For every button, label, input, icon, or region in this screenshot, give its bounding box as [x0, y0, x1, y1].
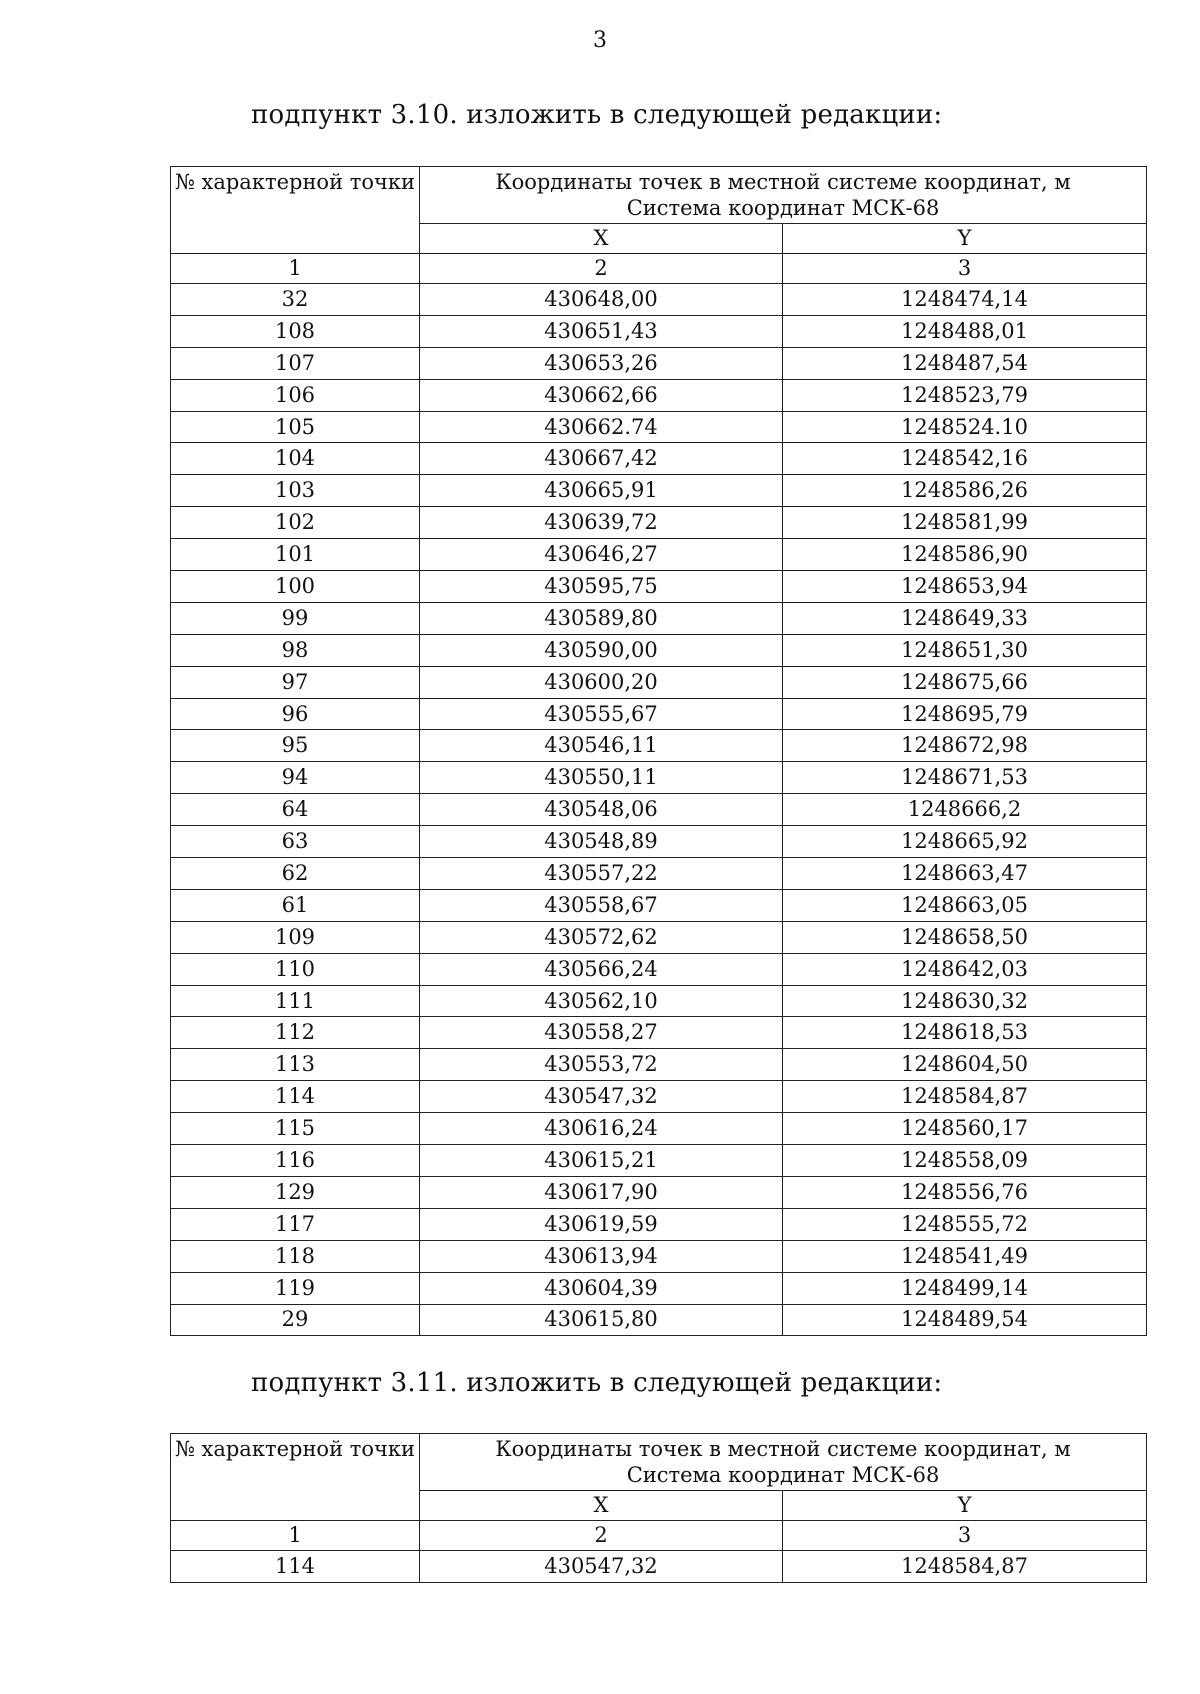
- coordinates-header: [420, 167, 1147, 224]
- y-coordinate-cell: 1248672,98: [783, 730, 1147, 762]
- table-row: [171, 634, 1147, 666]
- y-coordinate-cell: 1248524.10: [783, 411, 1147, 443]
- y-coordinate-cell: 1248653,94: [783, 571, 1147, 603]
- point-number-cell: 32: [171, 284, 420, 316]
- y-coordinate-cell: 1248558,09: [783, 1145, 1147, 1177]
- x-coordinate-cell: 430616,24: [420, 1113, 783, 1145]
- x-coordinate-cell: 430667,42: [420, 443, 783, 475]
- point-number-cell: 117: [171, 1208, 420, 1240]
- x-coordinate-cell: 430553,72: [420, 1049, 783, 1081]
- x-column-header: X: [420, 1491, 783, 1521]
- y-column-header: Y: [783, 1491, 1147, 1521]
- column-number: 1: [171, 1521, 420, 1551]
- section-heading-3-11: подпункт 3.11. изложить в следующей редакции:: [251, 1368, 943, 1398]
- x-coordinate-cell: 430558,27: [420, 1017, 783, 1049]
- point-number-cell: 118: [171, 1240, 420, 1272]
- point-number-cell: 108: [171, 315, 420, 347]
- x-coordinate-cell: 430548,06: [420, 794, 783, 826]
- table-row: [171, 1272, 1147, 1304]
- x-coordinate-cell: 430653,26: [420, 347, 783, 379]
- x-coordinate-cell: 430617,90: [420, 1176, 783, 1208]
- y-coordinate-cell: 1248665,92: [783, 826, 1147, 858]
- point-number-cell: 111: [171, 985, 420, 1017]
- table-row: [171, 1208, 1147, 1240]
- x-coordinate-cell: 430548,89: [420, 826, 783, 858]
- table-row: [171, 571, 1147, 603]
- point-number-cell: 114: [171, 1551, 420, 1583]
- y-coordinate-cell: 1248658,50: [783, 921, 1147, 953]
- point-number-cell: 99: [171, 602, 420, 634]
- x-coordinate-cell: 430648,00: [420, 284, 783, 316]
- x-coordinate-cell: 430615,21: [420, 1145, 783, 1177]
- coordinates-header-line1: Координаты точек в местной системе координат, м: [495, 1437, 1071, 1461]
- table-row: [171, 794, 1147, 826]
- point-number-cell: 129: [171, 1176, 420, 1208]
- coordinates-header-line1: Координаты точек в местной системе координат, м: [495, 170, 1071, 194]
- table-row: [171, 1049, 1147, 1081]
- table-row: [171, 921, 1147, 953]
- table-row: [171, 539, 1147, 571]
- x-coordinate-cell: 430639,72: [420, 507, 783, 539]
- table-row: [171, 1145, 1147, 1177]
- table-row: [171, 889, 1147, 921]
- point-number-cell: 63: [171, 826, 420, 858]
- table-row: [171, 602, 1147, 634]
- point-number-header: № характерной точки: [171, 1434, 420, 1521]
- point-number-cell: 100: [171, 571, 420, 603]
- x-column-header: X: [420, 224, 783, 254]
- y-coordinate-cell: 1248560,17: [783, 1113, 1147, 1145]
- y-coordinate-cell: 1248541,49: [783, 1240, 1147, 1272]
- x-coordinate-cell: 430646,27: [420, 539, 783, 571]
- coordinates-table-3-11: [170, 1433, 1147, 1583]
- y-coordinate-cell: 1248666,2: [783, 794, 1147, 826]
- y-coordinate-cell: 1248474,14: [783, 284, 1147, 316]
- y-coordinate-cell: 1248556,76: [783, 1176, 1147, 1208]
- table-row: [171, 953, 1147, 985]
- point-number-header: № характерной точки: [171, 167, 420, 254]
- point-number-cell: 116: [171, 1145, 420, 1177]
- x-coordinate-cell: 430590,00: [420, 634, 783, 666]
- coordinates-header: [420, 1434, 1147, 1491]
- y-coordinate-cell: 1248581,99: [783, 507, 1147, 539]
- page-number: 3: [593, 28, 607, 53]
- y-coordinate-cell: 1248630,32: [783, 985, 1147, 1017]
- x-coordinate-cell: 430557,22: [420, 858, 783, 890]
- table-row: [171, 411, 1147, 443]
- column-number: 3: [783, 254, 1147, 284]
- point-number-cell: 64: [171, 794, 420, 826]
- table-row: [171, 315, 1147, 347]
- y-coordinate-cell: 1248584,87: [783, 1081, 1147, 1113]
- table-row: [171, 1304, 1147, 1336]
- x-coordinate-cell: 430613,94: [420, 1240, 783, 1272]
- point-number-cell: 98: [171, 634, 420, 666]
- x-coordinate-cell: 430651,43: [420, 315, 783, 347]
- y-coordinate-cell: 1248555,72: [783, 1208, 1147, 1240]
- y-coordinate-cell: 1248649,33: [783, 602, 1147, 634]
- y-coordinate-cell: 1248671,53: [783, 762, 1147, 794]
- x-coordinate-cell: 430547,32: [420, 1551, 783, 1583]
- x-coordinate-cell: 430546,11: [420, 730, 783, 762]
- y-coordinate-cell: 1248586,90: [783, 539, 1147, 571]
- y-coordinate-cell: 1248499,14: [783, 1272, 1147, 1304]
- point-number-cell: 114: [171, 1081, 420, 1113]
- y-coordinate-cell: 1248586,26: [783, 475, 1147, 507]
- y-coordinate-cell: 1248695,79: [783, 698, 1147, 730]
- coordinate-system-label: Система координат МСК-68: [626, 1463, 940, 1487]
- coordinates-table-3-10: [170, 166, 1147, 1336]
- y-column-header: Y: [783, 224, 1147, 254]
- x-coordinate-cell: 430550,11: [420, 762, 783, 794]
- y-coordinate-cell: 1248663,47: [783, 858, 1147, 890]
- y-coordinate-cell: 1248618,53: [783, 1017, 1147, 1049]
- y-coordinate-cell: 1248542,16: [783, 443, 1147, 475]
- table-row: [171, 985, 1147, 1017]
- point-number-cell: 103: [171, 475, 420, 507]
- point-number-cell: 112: [171, 1017, 420, 1049]
- x-coordinate-cell: 430615,80: [420, 1304, 783, 1336]
- table-row: [171, 347, 1147, 379]
- x-coordinate-cell: 430604,39: [420, 1272, 783, 1304]
- x-coordinate-cell: 430566,24: [420, 953, 783, 985]
- y-coordinate-cell: 1248663,05: [783, 889, 1147, 921]
- x-coordinate-cell: 430600,20: [420, 666, 783, 698]
- column-number-row: [171, 1521, 1147, 1551]
- table-row: [171, 507, 1147, 539]
- column-number: 1: [171, 254, 420, 284]
- table-row: [171, 858, 1147, 890]
- point-number-cell: 113: [171, 1049, 420, 1081]
- table-row: [171, 443, 1147, 475]
- table-row: [171, 698, 1147, 730]
- point-number-cell: 105: [171, 411, 420, 443]
- table-row: [171, 1113, 1147, 1145]
- point-number-cell: 102: [171, 507, 420, 539]
- table-row: [171, 379, 1147, 411]
- column-number: 3: [783, 1521, 1147, 1551]
- table-row: [171, 1176, 1147, 1208]
- column-number: 2: [420, 254, 783, 284]
- section-heading-3-10: подпункт 3.10. изложить в следующей редакции:: [251, 100, 943, 130]
- y-coordinate-cell: 1248523,79: [783, 379, 1147, 411]
- point-number-cell: 107: [171, 347, 420, 379]
- y-coordinate-cell: 1248488,01: [783, 315, 1147, 347]
- table-row: [171, 666, 1147, 698]
- table-row: [171, 826, 1147, 858]
- point-number-cell: 106: [171, 379, 420, 411]
- table-row: [171, 1017, 1147, 1049]
- point-number-cell: 62: [171, 858, 420, 890]
- y-coordinate-cell: 1248487,54: [783, 347, 1147, 379]
- point-number-cell: 96: [171, 698, 420, 730]
- x-coordinate-cell: 430572,62: [420, 921, 783, 953]
- point-number-cell: 95: [171, 730, 420, 762]
- table-row: [171, 1081, 1147, 1113]
- table-row: [171, 762, 1147, 794]
- x-coordinate-cell: 430562,10: [420, 985, 783, 1017]
- point-number-cell: 29: [171, 1304, 420, 1336]
- point-number-cell: 115: [171, 1113, 420, 1145]
- column-number: 2: [420, 1521, 783, 1551]
- table-row: [171, 475, 1147, 507]
- y-coordinate-cell: 1248489,54: [783, 1304, 1147, 1336]
- table-row: [171, 1240, 1147, 1272]
- x-coordinate-cell: 430619,59: [420, 1208, 783, 1240]
- point-number-cell: 101: [171, 539, 420, 571]
- table-row: [171, 730, 1147, 762]
- x-coordinate-cell: 430589,80: [420, 602, 783, 634]
- table-row: [171, 1551, 1147, 1583]
- coordinate-system-label: Система координат МСК-68: [626, 196, 940, 220]
- x-coordinate-cell: 430662,66: [420, 379, 783, 411]
- x-coordinate-cell: 430665,91: [420, 475, 783, 507]
- y-coordinate-cell: 1248584,87: [783, 1551, 1147, 1583]
- x-coordinate-cell: 430555,67: [420, 698, 783, 730]
- y-coordinate-cell: 1248604,50: [783, 1049, 1147, 1081]
- point-number-cell: 61: [171, 889, 420, 921]
- point-number-cell: 109: [171, 921, 420, 953]
- column-number-row: [171, 254, 1147, 284]
- x-coordinate-cell: 430662.74: [420, 411, 783, 443]
- point-number-cell: 97: [171, 666, 420, 698]
- x-coordinate-cell: 430547,32: [420, 1081, 783, 1113]
- y-coordinate-cell: 1248651,30: [783, 634, 1147, 666]
- point-number-cell: 94: [171, 762, 420, 794]
- point-number-cell: 119: [171, 1272, 420, 1304]
- y-coordinate-cell: 1248675,66: [783, 666, 1147, 698]
- point-number-cell: 110: [171, 953, 420, 985]
- point-number-cell: 104: [171, 443, 420, 475]
- x-coordinate-cell: 430595,75: [420, 571, 783, 603]
- x-coordinate-cell: 430558,67: [420, 889, 783, 921]
- table-row: [171, 284, 1147, 316]
- y-coordinate-cell: 1248642,03: [783, 953, 1147, 985]
